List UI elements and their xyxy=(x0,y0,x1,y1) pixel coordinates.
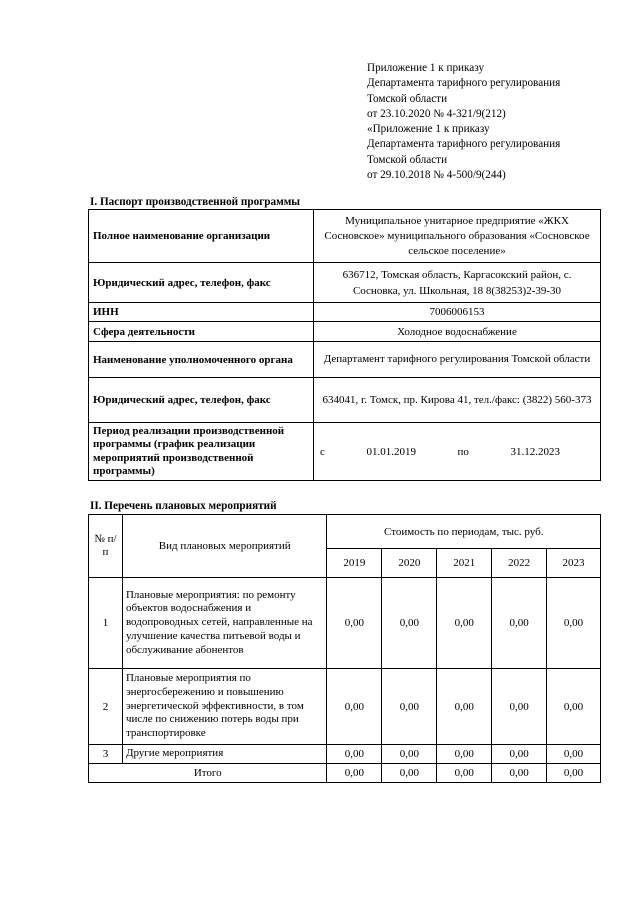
passport-value: Холодное водоснабжение xyxy=(314,322,601,342)
cost-cell: 0,00 xyxy=(437,578,492,669)
plan-header-row xyxy=(89,515,601,549)
year-header: 2021 xyxy=(437,549,492,578)
year-header: 2020 xyxy=(382,549,437,578)
cost-cell: 0,00 xyxy=(547,578,601,669)
cost-cell: 0,00 xyxy=(437,669,492,745)
total-row xyxy=(89,764,601,783)
cost-cell: 0,00 xyxy=(437,745,492,764)
header-line: Томской области xyxy=(367,153,448,166)
table-row xyxy=(89,669,601,745)
passport-value: Департамент тарифного регулирования Томской области xyxy=(314,342,601,378)
cost-cell: 0,00 xyxy=(492,578,547,669)
planned-activities-table xyxy=(88,514,601,783)
passport-label: Полное наименование организации xyxy=(89,210,314,263)
cost-cell: 0,00 xyxy=(382,578,437,669)
passport-value: 634041, г. Томск, пр. Кирова 41, тел./факс: (3822) 560-373 xyxy=(314,378,601,423)
total-cell: 0,00 xyxy=(492,764,547,783)
passport-row xyxy=(89,423,601,481)
passport-label: Период реализации производственной программы (график реализации мероприятий производственной программы) xyxy=(89,423,314,481)
row-number: 2 xyxy=(89,669,123,745)
year-header: 2023 xyxy=(547,549,601,578)
header-line: Департамента тарифного регулирования xyxy=(367,77,561,90)
col-header-activity: Вид плановых мероприятий xyxy=(122,515,327,578)
col-header-number: № п/п xyxy=(89,515,123,578)
cost-cell: 0,00 xyxy=(492,669,547,745)
row-number: 3 xyxy=(89,745,123,764)
passport-label: Наименование уполномоченного органа xyxy=(89,342,314,378)
cost-cell: 0,00 xyxy=(382,745,437,764)
period-from-date: 01.01.2019 xyxy=(366,445,416,458)
header-line: Приложение 1 к приказу xyxy=(367,62,485,74)
passport-row xyxy=(89,210,601,263)
cost-cell: 0,00 xyxy=(492,745,547,764)
passport-value: 636712, Томская область, Каргасокский район, с. Сосновка, ул. Школьная, 18 8(38253)2-39-30 xyxy=(314,263,601,303)
col-header-cost: Стоимость по периодам, тыс. руб. xyxy=(327,515,601,549)
period-to-date: 31.12.2023 xyxy=(510,445,560,458)
cost-cell: 0,00 xyxy=(547,669,601,745)
passport-table xyxy=(88,209,601,481)
header-line: Томской области xyxy=(367,92,448,105)
table-row xyxy=(89,745,601,764)
cost-cell: 0,00 xyxy=(327,745,382,764)
passport-value: Муниципальное унитарное предприятие «ЖКХ Сосновское» муниципального образования «Сосновское сельское поселение» xyxy=(314,210,601,263)
cost-cell: 0,00 xyxy=(382,669,437,745)
passport-period-value xyxy=(314,423,601,481)
period-from-word: с xyxy=(320,445,325,458)
total-label: Итого xyxy=(89,764,327,783)
period-to-word: по xyxy=(457,445,469,458)
table-row xyxy=(89,578,601,669)
passport-row xyxy=(89,378,601,423)
activity-name: Плановые мероприятия по энергосбережению и повышению энергетической эффективности, в том числе по снижению потерь воды при транспортировке xyxy=(122,669,327,745)
passport-label: Сфера деятельности xyxy=(89,322,314,342)
passport-label: Юридический адрес, телефон, факс xyxy=(89,378,314,423)
activity-name: Плановые мероприятия: по ремонту объектов водоснабжения и водопроводных сетей, направленные на улучшение качества питьевой воды и обслуживание абонентов xyxy=(122,578,327,669)
passport-row xyxy=(89,263,601,303)
order-reference-header xyxy=(367,61,617,183)
passport-row xyxy=(89,322,601,342)
cost-cell: 0,00 xyxy=(327,669,382,745)
passport-value: 7006006153 xyxy=(314,303,601,322)
header-line: от 29.10.2018 № 4-500/9(244) xyxy=(367,169,506,182)
passport-label: ИНН xyxy=(89,303,314,322)
passport-label: Юридический адрес, телефон, факс xyxy=(89,263,314,303)
total-cell: 0,00 xyxy=(437,764,492,783)
passport-section-title: I. Паспорт производственной программы xyxy=(90,196,301,208)
cost-cell: 0,00 xyxy=(547,745,601,764)
activity-name: Другие мероприятия xyxy=(122,745,327,764)
year-header: 2019 xyxy=(327,549,382,578)
year-header: 2022 xyxy=(492,549,547,578)
passport-row xyxy=(89,342,601,378)
total-cell: 0,00 xyxy=(382,764,437,783)
row-number: 1 xyxy=(89,578,123,669)
cost-cell: 0,00 xyxy=(327,578,382,669)
total-cell: 0,00 xyxy=(547,764,601,783)
period-range xyxy=(318,446,596,458)
passport-row xyxy=(89,303,601,322)
header-line: от 23.10.2020 № 4-321/9(212) xyxy=(367,107,506,120)
header-line: «Приложение 1 к приказу xyxy=(367,123,490,136)
plan-section-title: II. Перечень плановых мероприятий xyxy=(90,500,277,512)
total-cell: 0,00 xyxy=(327,764,382,783)
header-line: Департамента тарифного регулирования xyxy=(367,138,561,151)
